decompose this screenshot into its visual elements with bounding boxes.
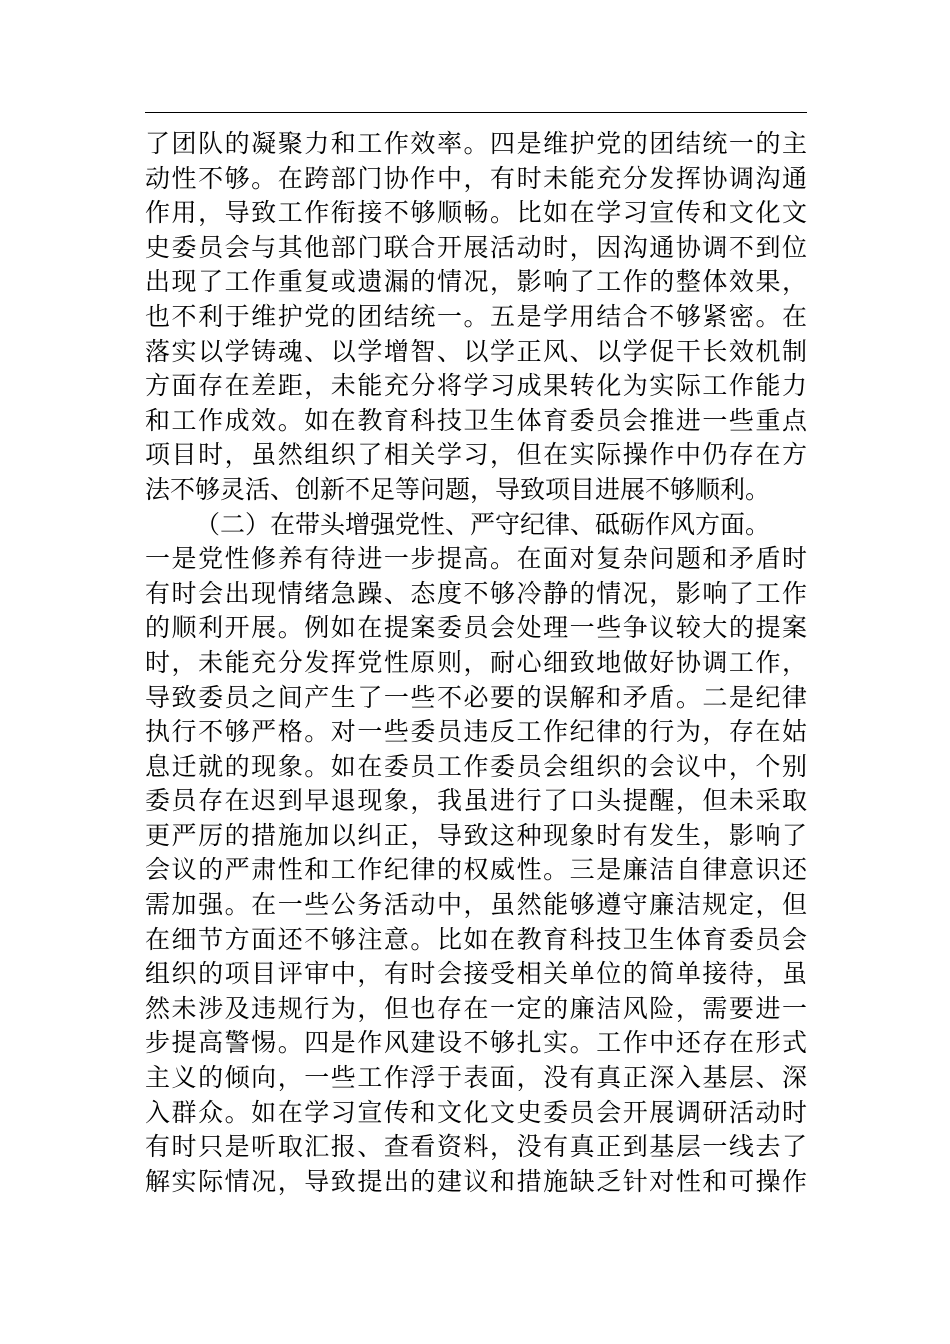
text-line: 有时会出现情绪急躁、态度不够冷静的情况，影响了工作 bbox=[145, 578, 807, 608]
text-line: 动性不够。在跨部门协作中，有时未能充分发挥协调沟通 bbox=[145, 163, 807, 193]
text-line: 出现了工作重复或遗漏的情况，影响了工作的整体效果， bbox=[145, 267, 807, 297]
text-line: 需加强。在一些公务活动中，虽然能够遵守廉洁规定，但 bbox=[145, 890, 807, 920]
text-line: 方面存在差距，未能充分将学习成果转化为实际工作能力 bbox=[145, 371, 807, 401]
text-line: 项目时，虽然组织了相关学习，但在实际操作中仍存在方 bbox=[145, 440, 807, 470]
text-line: 落实以学铸魂、以学增智、以学正风、以学促干长效机制 bbox=[145, 336, 807, 366]
text-line: 和工作成效。如在教育科技卫生体育委员会推进一些重点 bbox=[145, 405, 807, 435]
text-line: 在细节方面还不够注意。比如在教育科技卫生体育委员会 bbox=[145, 924, 807, 954]
text-line: 法不够灵活、创新不足等问题，导致项目进展不够顺利。 bbox=[145, 474, 771, 504]
text-line: 步提高警惕。四是作风建设不够扎实。工作中还存在形式 bbox=[145, 1028, 807, 1058]
text-line: 史委员会与其他部门联合开展活动时，因沟通协调不到位 bbox=[145, 232, 807, 262]
text-line: 会议的严肃性和工作纪律的权威性。三是廉洁自律意识还 bbox=[145, 855, 807, 885]
text-line: 解实际情况，导致提出的建议和措施缺乏针对性和可操作 bbox=[145, 1166, 807, 1196]
body-text bbox=[145, 127, 807, 1199]
text-line: 导致委员之间产生了一些不必要的误解和矛盾。二是纪律 bbox=[145, 682, 807, 712]
text-line: 时，未能充分发挥党性原则，耐心细致地做好协调工作， bbox=[145, 647, 807, 677]
text-line: 的顺利开展。例如在提案委员会处理一些争议较大的提案 bbox=[145, 613, 807, 643]
text-line: 执行不够严格。对一些委员违反工作纪律的行为，存在姑 bbox=[145, 717, 807, 747]
text-line: 了团队的凝聚力和工作效率。四是维护党的团结统一的主 bbox=[145, 129, 807, 158]
text-line: 作用，导致工作衔接不够顺畅。比如在学习宣传和文化文 bbox=[145, 198, 807, 228]
text-line: 然未涉及违规行为，但也存在一定的廉洁风险，需要进一 bbox=[145, 993, 807, 1023]
header-rule bbox=[145, 112, 807, 113]
text-line: 主义的倾向，一些工作浮于表面，没有真正深入基层、深 bbox=[145, 1063, 807, 1093]
text-line: 有时只是听取汇报、查看资料，没有真正到基层一线去了 bbox=[145, 1132, 807, 1162]
section-heading: （二）在带头增强党性、严守纪律、砥砺作风方面。 bbox=[195, 509, 771, 539]
text-line: 一是党性修养有待进一步提高。在面对复杂问题和矛盾时 bbox=[145, 544, 807, 574]
text-line: 也不利于维护党的团结统一。五是学用结合不够紧密。在 bbox=[145, 301, 807, 331]
text-line: 组织的项目评审中，有时会接受相关单位的简单接待，虽 bbox=[145, 959, 807, 989]
text-line: 更严厉的措施加以纠正，导致这种现象时有发生，影响了 bbox=[145, 820, 807, 850]
text-line: 委员存在迟到早退现象，我虽进行了口头提醒，但未采取 bbox=[145, 786, 807, 816]
text-line: 入群众。如在学习宣传和文化文史委员会开展调研活动时 bbox=[145, 1097, 807, 1127]
text-line: 息迁就的现象。如在委员工作委员会组织的会议中，个别 bbox=[145, 751, 807, 781]
